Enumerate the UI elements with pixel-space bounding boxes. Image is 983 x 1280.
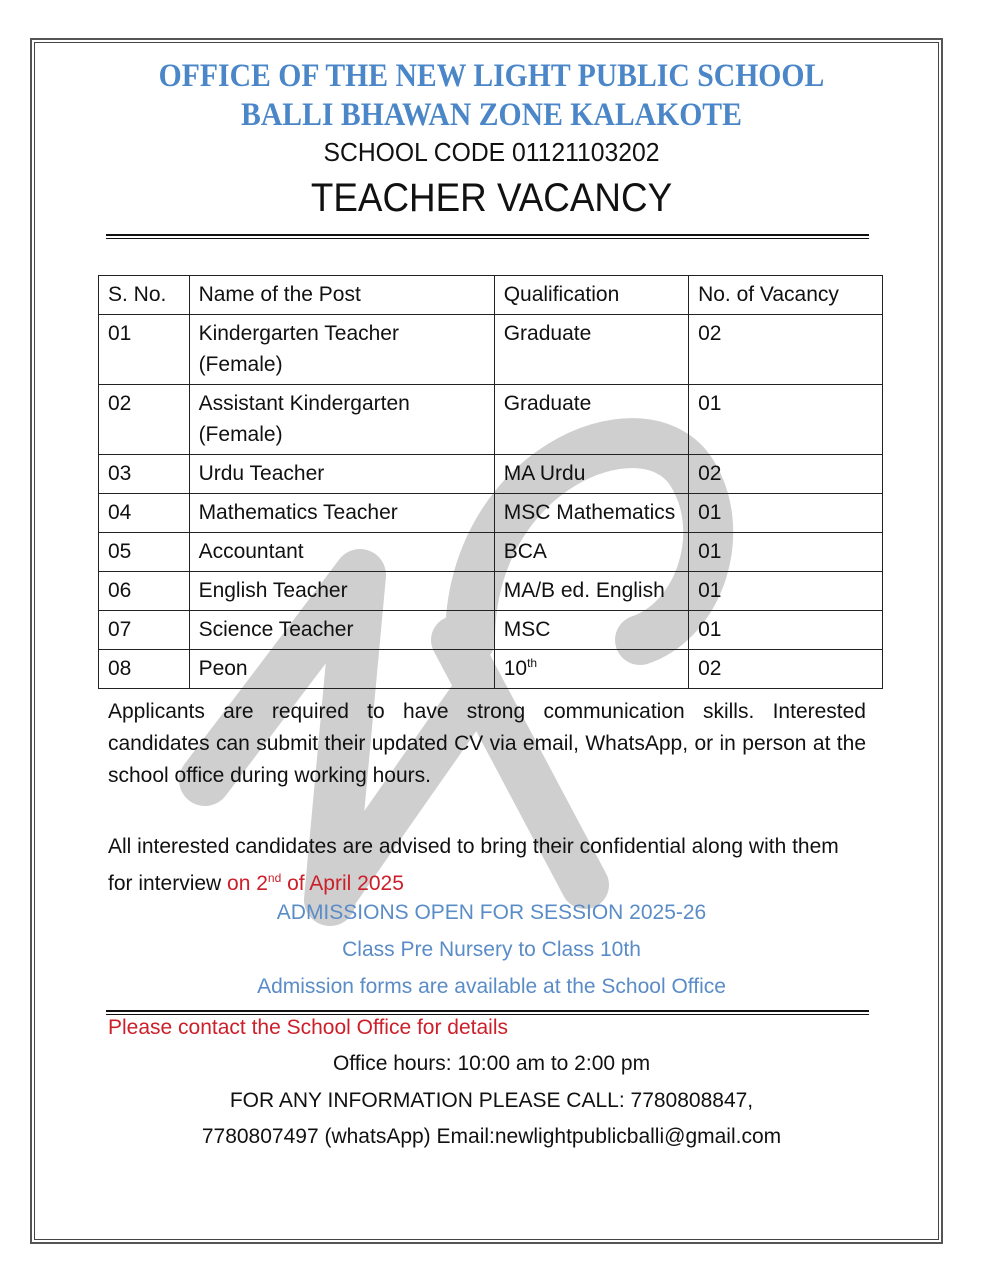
qualification-value: 10 (503, 657, 528, 680)
admissions-forms-line: Admission forms are available at the School Office (257, 975, 726, 998)
table-row (99, 611, 883, 650)
cell-vacancy: 02 (689, 650, 883, 689)
admissions-open-line: ADMISSIONS OPEN FOR SESSION 2025-26 (276, 901, 707, 924)
vacancy-table (98, 275, 883, 689)
column-header-sno: S. No. (99, 276, 190, 315)
requirements-paragraph: Applicants are required to have strong communication skills. Interested candidates can submit their updated CV via email, WhatsApp, or in person at the school office during working hours. (108, 700, 866, 787)
table-row (99, 494, 883, 533)
cell-post: Science Teacher (189, 611, 494, 650)
cell-vacancy: 01 (689, 572, 883, 611)
cell-vacancy: 01 (689, 533, 883, 572)
interview-date-sup: nd (267, 871, 282, 885)
cell-vacancy: 01 (689, 611, 883, 650)
table-row (99, 385, 883, 455)
cell-vacancy: 02 (689, 455, 883, 494)
cell-sno: 01 (99, 315, 190, 385)
cell-post: English Teacher (189, 572, 494, 611)
cell-sno: 04 (99, 494, 190, 533)
cell-qualification: Graduate (494, 385, 688, 455)
phone-line: FOR ANY INFORMATION PLEASE CALL: 7780808847, (229, 1089, 754, 1112)
contact-notice: Please contact the School Office for details (108, 1016, 509, 1039)
table-row (99, 572, 883, 611)
cell-qualification (494, 650, 688, 689)
school-office-heading: OFFICE OF THE NEW LIGHT PUBLIC SCHOOL (158, 58, 825, 94)
cell-post: Mathematics Teacher (189, 494, 494, 533)
cell-vacancy: 01 (689, 494, 883, 533)
cell-sno: 02 (99, 385, 190, 455)
interview-paragraph (108, 828, 866, 902)
whatsapp-email-line: 7780807497 (whatsApp) Email:newlightpublicballi@gmail.com (201, 1125, 782, 1148)
table-row (99, 455, 883, 494)
school-address-heading: BALLI BHAWAN ZONE KALAKOTE (241, 97, 742, 133)
table-row (99, 315, 883, 385)
cell-qualification: MSC Mathematics (494, 494, 688, 533)
interview-date (227, 872, 404, 895)
cell-qualification: MA Urdu (494, 455, 688, 494)
cell-qualification: MSC (494, 611, 688, 650)
admissions-classes-line: Class Pre Nursery to Class 10th (342, 938, 641, 961)
cell-post: Accountant (189, 533, 494, 572)
qualification-superscript: th (527, 656, 538, 670)
interview-date-prefix: on 2 (227, 872, 268, 895)
cell-sno: 06 (99, 572, 190, 611)
column-header-post: Name of the Post (189, 276, 494, 315)
cell-post: Assistant Kindergarten (Female) (189, 385, 494, 455)
cell-sno: 03 (99, 455, 190, 494)
cell-vacancy: 01 (689, 385, 883, 455)
cell-post: Peon (189, 650, 494, 689)
footer-divider (106, 1010, 869, 1015)
interview-date-suffix: of April 2025 (281, 872, 404, 895)
page-title: TEACHER VACANCY (310, 176, 673, 220)
cell-qualification: Graduate (494, 315, 688, 385)
table-row (99, 650, 883, 689)
office-hours: Office hours: 10:00 am to 2:00 pm (332, 1052, 651, 1075)
cell-vacancy: 02 (689, 315, 883, 385)
column-header-qualification: Qualification (494, 276, 688, 315)
header-divider (106, 234, 869, 239)
table-header-row (99, 276, 883, 315)
school-code: SCHOOL CODE 01121103202 (323, 137, 660, 167)
column-header-vacancy: No. of Vacancy (689, 276, 883, 315)
table-row (99, 533, 883, 572)
cell-post: Urdu Teacher (189, 455, 494, 494)
cell-sno: 07 (99, 611, 190, 650)
interview-text: All interested candidates are advised to bring their confidential along with them for interview (108, 835, 839, 895)
cell-sno: 05 (99, 533, 190, 572)
cell-qualification: BCA (494, 533, 688, 572)
cell-post: Kindergarten Teacher (Female) (189, 315, 494, 385)
cell-sno: 08 (99, 650, 190, 689)
cell-qualification: MA/B ed. English (494, 572, 688, 611)
